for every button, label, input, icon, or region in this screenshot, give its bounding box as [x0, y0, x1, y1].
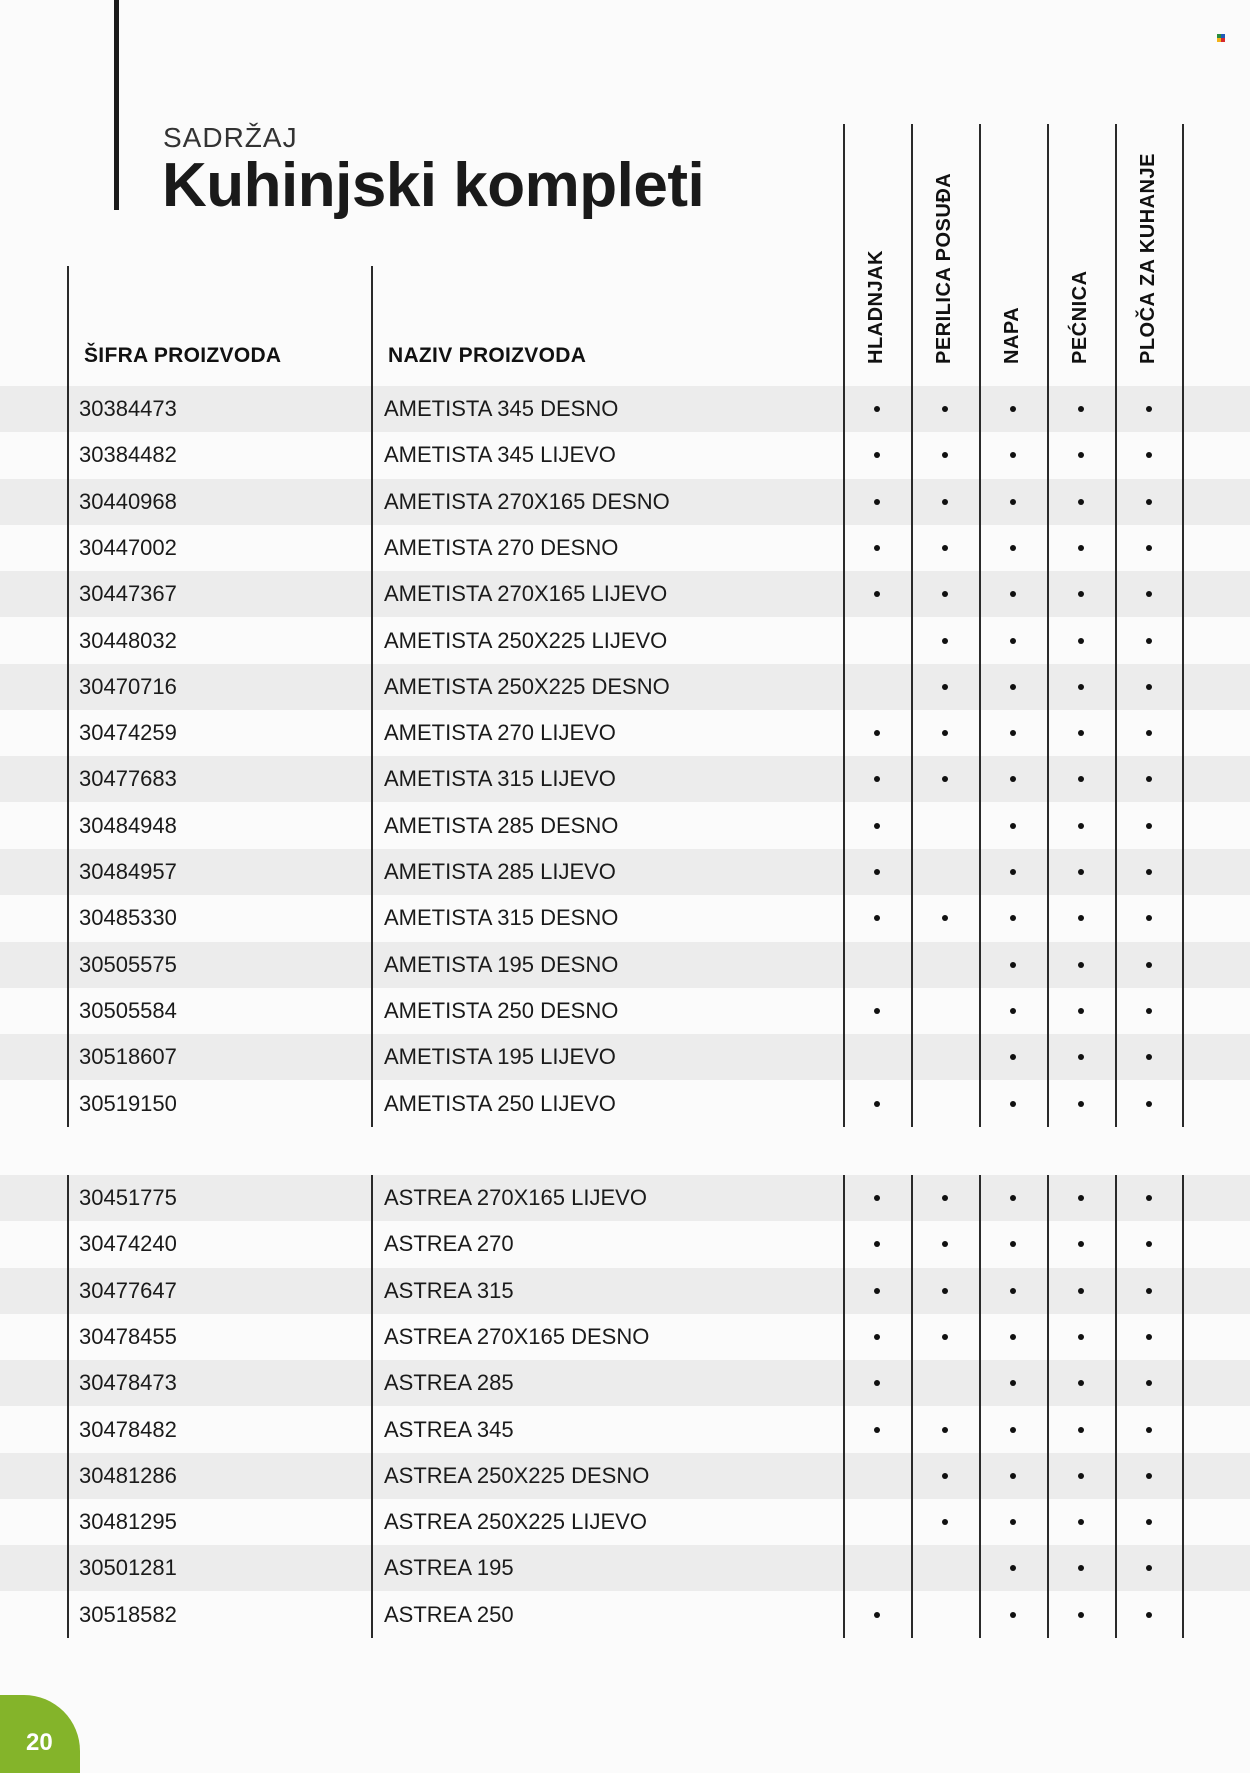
availability-dot [1146, 869, 1152, 875]
availability-dot [1010, 1473, 1016, 1479]
product-name: AMETISTA 315 LIJEVO [384, 766, 616, 792]
availability-dot [1010, 684, 1016, 690]
page-title: Kuhinjski kompleti [162, 151, 705, 220]
availability-dot [1146, 1519, 1152, 1525]
table-row [0, 1268, 1250, 1314]
table-row [0, 1314, 1250, 1360]
table-row [0, 1175, 1250, 1221]
availability-dot [1146, 684, 1152, 690]
product-code: 30477647 [79, 1277, 177, 1303]
availability-dot [1010, 545, 1016, 551]
table-row [0, 756, 1250, 802]
availability-dot [1078, 1612, 1084, 1618]
column-divider [67, 1175, 69, 1638]
availability-dot [1146, 823, 1152, 829]
availability-dot [1146, 406, 1152, 412]
product-code: 30505575 [79, 951, 177, 977]
availability-dot [1146, 1427, 1152, 1433]
availability-dot [1078, 1519, 1084, 1525]
availability-dot [1146, 591, 1152, 597]
product-code: 30478482 [79, 1416, 177, 1442]
product-code: 30484948 [79, 812, 177, 838]
availability-dot [874, 1380, 880, 1386]
availability-dot [942, 730, 948, 736]
availability-dot [1078, 638, 1084, 644]
product-name: AMETISTA 285 DESNO [384, 812, 619, 838]
availability-dot [942, 776, 948, 782]
availability-dot [1146, 1241, 1152, 1247]
availability-dot [1078, 915, 1084, 921]
product-code: 30518607 [79, 1044, 177, 1070]
availability-dot [1146, 1101, 1152, 1107]
product-code: 30481295 [79, 1509, 177, 1535]
availability-dot [1010, 730, 1016, 736]
column-header-hob: PLOČA ZA KUHANJE [1137, 153, 1159, 364]
availability-dot [874, 1288, 880, 1294]
product-code: 30474240 [79, 1231, 177, 1257]
availability-dot [874, 1008, 880, 1014]
table-row [0, 664, 1250, 710]
availability-dot [1010, 1380, 1016, 1386]
product-name: AMETISTA 270 DESNO [384, 534, 619, 560]
product-code: 30481286 [79, 1462, 177, 1488]
table-row [0, 988, 1250, 1034]
product-name: ASTREA 270X165 LIJEVO [384, 1185, 647, 1210]
availability-dot [942, 452, 948, 458]
product-code: 30470716 [79, 673, 177, 699]
availability-dot [1010, 499, 1016, 505]
product-name: ASTREA 250 [384, 1601, 514, 1627]
header-rule [114, 0, 119, 210]
availability-dot [1078, 1288, 1084, 1294]
availability-dot [1078, 1054, 1084, 1060]
availability-dot [1078, 823, 1084, 829]
availability-dot [874, 1241, 880, 1247]
availability-dot [1078, 499, 1084, 505]
product-code: 30448032 [79, 627, 177, 653]
availability-dot [1078, 1427, 1084, 1433]
availability-dot [1010, 776, 1016, 782]
availability-dot [874, 869, 880, 875]
availability-dot [1010, 1565, 1016, 1571]
availability-dot [1010, 1334, 1016, 1340]
availability-dot [1078, 1334, 1084, 1340]
table-row [0, 571, 1250, 617]
availability-dot [1146, 730, 1152, 736]
column-divider [911, 1175, 913, 1638]
table-row [0, 479, 1250, 525]
column-header-oven: PEĆNICA [1069, 270, 1091, 364]
product-name: AMETISTA 270 LIJEVO [384, 720, 616, 746]
availability-dot [1078, 962, 1084, 968]
brand-mark-icon [1217, 34, 1225, 42]
product-name: AMETISTA 250X225 DESNO [384, 673, 670, 699]
column-divider [911, 124, 913, 1127]
availability-dot [942, 406, 948, 412]
availability-dot [1078, 1241, 1084, 1247]
product-name: AMETISTA 250 DESNO [384, 997, 619, 1023]
availability-dot [1078, 776, 1084, 782]
availability-dot [874, 452, 880, 458]
availability-dot [1146, 1054, 1152, 1060]
table-row [0, 1034, 1250, 1080]
product-code: 30474259 [79, 720, 177, 746]
availability-dot [942, 1427, 948, 1433]
availability-dot [1078, 1195, 1084, 1201]
column-divider [1115, 124, 1117, 1127]
table-row [0, 386, 1250, 432]
availability-dot [942, 1334, 948, 1340]
column-divider [979, 124, 981, 1127]
table-row [0, 1360, 1250, 1406]
product-code: 30501281 [79, 1555, 177, 1581]
product-code: 30485330 [79, 905, 177, 931]
availability-dot [1078, 591, 1084, 597]
product-code: 30484957 [79, 859, 177, 884]
availability-dot [874, 823, 880, 829]
table-row [0, 710, 1250, 756]
column-divider [1182, 124, 1184, 1127]
availability-dot [1010, 915, 1016, 921]
availability-dot [1146, 1334, 1152, 1340]
availability-dot [1146, 962, 1152, 968]
product-code: 30519150 [79, 1090, 177, 1116]
availability-dot [1078, 1380, 1084, 1386]
column-divider [1047, 1175, 1049, 1638]
availability-dot [1146, 776, 1152, 782]
availability-dot [1010, 638, 1016, 644]
availability-dot [874, 1195, 880, 1201]
availability-dot [942, 684, 948, 690]
page-number: 20 [26, 1729, 53, 1756]
availability-dot [1078, 1008, 1084, 1014]
availability-dot [874, 1101, 880, 1107]
product-name: AMETISTA 270X165 DESNO [384, 488, 670, 514]
table-row [0, 432, 1250, 478]
availability-dot [1010, 962, 1016, 968]
column-divider [371, 1175, 373, 1638]
availability-dot [874, 776, 880, 782]
availability-dot [1146, 1565, 1152, 1571]
product-code: 30505584 [79, 997, 177, 1023]
table-row [0, 618, 1250, 664]
column-divider [843, 1175, 845, 1638]
availability-dot [1010, 823, 1016, 829]
table-row [0, 1407, 1250, 1453]
product-name: ASTREA 195 [384, 1555, 514, 1581]
column-divider [1182, 1175, 1184, 1638]
column-header-hood: NAPA [1001, 306, 1023, 364]
product-name: ASTREA 270 [384, 1231, 514, 1257]
availability-dot [942, 1241, 948, 1247]
availability-dot [1146, 915, 1152, 921]
product-name: ASTREA 285 [384, 1370, 514, 1396]
table-row [0, 942, 1250, 988]
availability-dot [874, 499, 880, 505]
product-code: 30384482 [79, 442, 177, 468]
availability-dot [1146, 1612, 1152, 1618]
availability-dot [942, 1473, 948, 1479]
availability-dot [1078, 869, 1084, 875]
availability-dot [1146, 545, 1152, 551]
table-row [0, 1453, 1250, 1499]
table-row [0, 1499, 1250, 1545]
availability-dot [1010, 452, 1016, 458]
availability-dot [1010, 869, 1016, 875]
availability-dot [942, 545, 948, 551]
availability-dot [1146, 1473, 1152, 1479]
product-name: AMETISTA 195 LIJEVO [384, 1044, 616, 1070]
table-row [0, 1545, 1250, 1591]
product-code: 30384473 [79, 396, 177, 421]
column-divider [979, 1175, 981, 1638]
availability-dot [1146, 1380, 1152, 1386]
availability-dot [1010, 591, 1016, 597]
availability-dot [942, 638, 948, 644]
product-name: ASTREA 250X225 DESNO [384, 1462, 650, 1488]
availability-dot [1078, 406, 1084, 412]
availability-dot [1146, 452, 1152, 458]
column-divider [371, 266, 373, 1127]
availability-dot [1010, 1008, 1016, 1014]
availability-dot [874, 545, 880, 551]
table-row [0, 1221, 1250, 1267]
availability-dot [1010, 1519, 1016, 1525]
product-name: AMETISTA 285 LIJEVO [384, 859, 616, 884]
product-name: AMETISTA 250 LIJEVO [384, 1090, 616, 1116]
product-code: 30440968 [79, 488, 177, 514]
product-name: AMETISTA 250X225 LIJEVO [384, 627, 668, 653]
product-name: AMETISTA 195 DESNO [384, 951, 619, 977]
product-code: 30451775 [79, 1185, 177, 1210]
column-header-name: NAZIV PROIZVODA [388, 344, 587, 367]
column-divider [1115, 1175, 1117, 1638]
product-name: AMETISTA 345 LIJEVO [384, 442, 616, 468]
availability-dot [1146, 1195, 1152, 1201]
availability-dot [1010, 1241, 1016, 1247]
column-header-code: ŠIFRA PROIZVODA [84, 344, 282, 367]
table-row [0, 1592, 1250, 1638]
availability-dot [874, 591, 880, 597]
availability-dot [1010, 1427, 1016, 1433]
availability-dot [942, 591, 948, 597]
product-name: AMETISTA 270X165 LIJEVO [384, 581, 668, 607]
availability-dot [1078, 1101, 1084, 1107]
column-header-fridge: HLADNJAK [865, 250, 887, 364]
product-name: ASTREA 250X225 LIJEVO [384, 1509, 647, 1535]
availability-dot [1010, 1054, 1016, 1060]
product-code: 30447002 [79, 534, 177, 560]
availability-dot [1010, 1612, 1016, 1618]
product-code: 30518582 [79, 1601, 177, 1627]
availability-dot [874, 1427, 880, 1433]
availability-dot [1078, 684, 1084, 690]
table-row [0, 1081, 1250, 1127]
availability-dot [1146, 499, 1152, 505]
column-divider [67, 266, 69, 1127]
availability-dot [1010, 1288, 1016, 1294]
availability-dot [1010, 1101, 1016, 1107]
product-code: 30478455 [79, 1323, 177, 1349]
availability-dot [874, 1612, 880, 1618]
availability-dot [1078, 1565, 1084, 1571]
product-code: 30477683 [79, 766, 177, 792]
product-name: ASTREA 345 [384, 1416, 514, 1442]
availability-dot [1010, 1195, 1016, 1201]
column-divider [843, 124, 845, 1127]
availability-dot [942, 499, 948, 505]
availability-dot [1078, 730, 1084, 736]
availability-dot [1146, 638, 1152, 644]
product-name: ASTREA 315 [384, 1277, 514, 1303]
availability-dot [874, 730, 880, 736]
table-row [0, 849, 1250, 895]
availability-dot [1078, 452, 1084, 458]
product-code: 30447367 [79, 581, 177, 607]
availability-dot [1010, 406, 1016, 412]
availability-dot [942, 1195, 948, 1201]
availability-dot [1146, 1008, 1152, 1014]
column-header-dishwasher: PERILICA POSUĐA [933, 172, 955, 364]
table-row [0, 525, 1250, 571]
product-name: AMETISTA 345 DESNO [384, 396, 619, 421]
availability-dot [874, 406, 880, 412]
product-name: AMETISTA 315 DESNO [384, 905, 619, 931]
availability-dot [1146, 1288, 1152, 1294]
availability-dot [942, 1288, 948, 1294]
table-row [0, 895, 1250, 941]
availability-dot [874, 1334, 880, 1340]
availability-dot [1078, 545, 1084, 551]
product-name: ASTREA 270X165 DESNO [384, 1323, 650, 1349]
availability-dot [1078, 1473, 1084, 1479]
section-kicker: SADRŽAJ [163, 122, 298, 153]
availability-dot [942, 915, 948, 921]
availability-dot [874, 915, 880, 921]
product-code: 30478473 [79, 1370, 177, 1396]
table-row [0, 803, 1250, 849]
availability-dot [942, 1519, 948, 1525]
column-divider [1047, 124, 1049, 1127]
